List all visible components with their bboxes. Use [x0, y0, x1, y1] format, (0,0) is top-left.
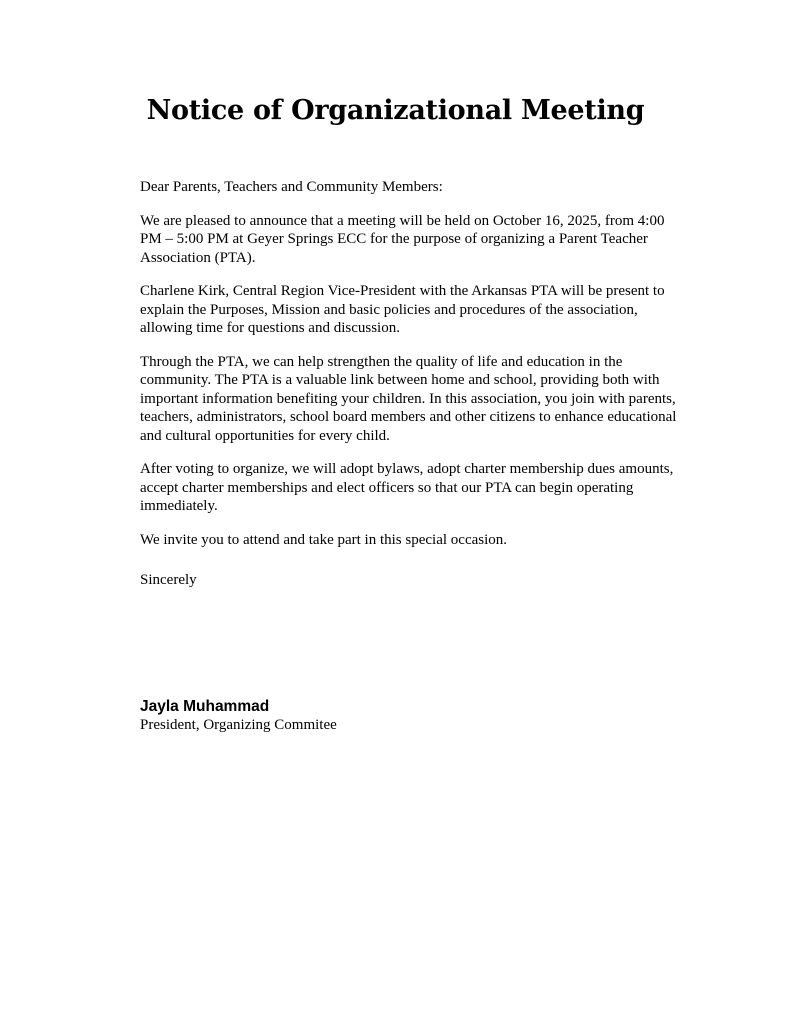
- greeting: Dear Parents, Teachers and Community Members:: [140, 179, 443, 195]
- signature-role: President, Organizing Commitee: [140, 717, 337, 733]
- paragraph-meeting-announcement: We are pleased to announce that a meeting will be held on October 16, 2025, from 4:00 PM – 5:00 PM at Geyer Springs ECC for the purpose of organizing a Parent Teacher Association (PTA).: [140, 212, 665, 266]
- signature-name: Jayla Muhammad: [140, 698, 270, 715]
- paragraph-pta-benefits: Through the PTA, we can help strengthen the quality of life and education in the community. The PTA is a valuable link between home and school, providing both with important information benefiting your children. In this association, you join with parents, teachers, administrators, school board members and other citizens to enhance educational and cultural opportunities for every child.: [140, 353, 677, 444]
- letter-body: [140, 178, 680, 605]
- signature-block: [140, 697, 540, 735]
- closing: Sincerely: [140, 572, 197, 588]
- document-title: Notice of Organizational Meeting: [146, 95, 645, 126]
- paragraph-invitation: We invite you to attend and take part in this special occasion.: [140, 531, 508, 548]
- paragraph-agenda: After voting to organize, we will adopt bylaws, adopt charter membership dues amounts, accept charter memberships and elect officers so that our PTA can begin operating immediately.: [140, 461, 674, 514]
- paragraph-speaker: Charlene Kirk, Central Region Vice-President with the Arkansas PTA will be present to explain the Purposes, Mission and basic policies and procedures of the association, allowing time for questions and discussion.: [140, 283, 665, 336]
